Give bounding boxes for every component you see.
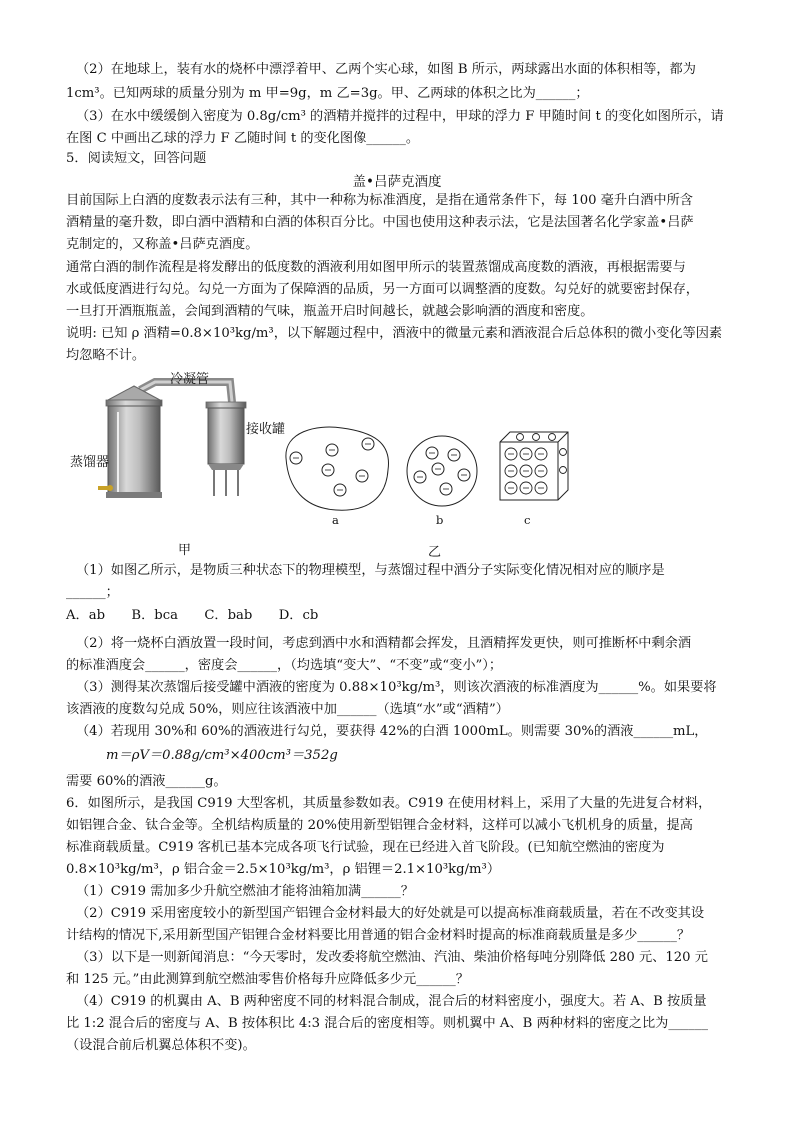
q5-3-line1: （3）测得某次蒸馏后接受罐中酒液的密度为 0.88×10³kg/m³，则该次酒液的标准酒度为______%。如果要将 bbox=[76, 680, 717, 695]
q6-line4: 0.8×10³kg/m³，ρ 铝合金＝2.5×10³kg/m³，ρ 铝锂＝2.1×10³kg/m³） bbox=[66, 862, 501, 877]
article-title: 盖•吕萨克酒度 bbox=[352, 174, 442, 190]
q5-1-line1: （1）如图乙所示，是物质三种状态下的物理模型，与蒸馏过程中酒分子实际变化情况相对应的顺序是 bbox=[76, 563, 665, 578]
article-p2-line1: 通常白酒的制作流程是将发酵出的低度数的酒液利用如图甲所示的装置蒸馏成高度数的酒液，再根据需要与 bbox=[66, 260, 686, 275]
q6-3-line2: 和 125 元。”由此测算到航空燃油零售价格每升应降低多少元______？ bbox=[66, 972, 469, 987]
q4-2-line2: 1cm³。已知两球的质量分别为 m 甲=9g，m 乙=3g。甲、乙两球的体积之比为______； bbox=[66, 86, 589, 101]
q6-line2: 如铝锂合金、钛合金等。全机结构质量的 20%使用新型铝锂合金材料，这样可以减小飞机机身的质量，提高 bbox=[66, 818, 693, 833]
q4-3-line1: （3）在水中缓缓倒入密度为 0.8g/cm³ 的酒精并搅拌的过程中，甲球的浮力 F 甲随时间 t 的变化如图所示，请 bbox=[76, 109, 724, 124]
article-p2-line3: 一旦打开酒瓶瓶盖，会闻到酒精的气味，瓶盖开启时间越长，就越会影响酒的酒度和密度。 bbox=[66, 304, 594, 319]
q6-line3: 标准商载质量。C919 客机已基本完成各项飞行试验，现在已经进入首飞阶段。(已知航空燃油的密度为 bbox=[66, 840, 665, 855]
article-p1-line1: 目前国际上白酒的度数表示法有三种，其中一种称为标准酒度，是指在通常条件下，每 100 毫升白酒中所含 bbox=[66, 193, 693, 208]
q5-heading: 5．阅读短文，回答问题 bbox=[66, 151, 207, 166]
q5-3-line2: 该酒液的度数勾兑成 50%，则应往该酒液中加______（选填“水”或“酒精”） bbox=[66, 702, 509, 717]
q6-line1: 6．如图所示，是我国 C919 大型客机，其质量参数如表。C919 在使用材料上，采用了大量的先进复合材料， bbox=[66, 796, 712, 811]
note-line1: 说明: 已知 ρ 酒精=0.8×10³kg/m³，以下解题过程中，酒液中的微量元素和酒液混合后总体积的微小变化等因素 bbox=[66, 326, 723, 341]
article-p2-line2: 水或低度酒进行勾兑。勾兑一方面为了保障酒的品质，另一方面可以调整酒的度数。勾兑好的就要密封保存， bbox=[66, 282, 699, 297]
q5-4-line3: 需要 60%的酒液______g。 bbox=[66, 774, 227, 789]
q5-2-line1: （2）将一烧杯白酒放置一段时间，考虑到酒中水和酒精都会挥发，且酒精挥发更快，则可推断杯中剩余酒 bbox=[76, 636, 692, 651]
q6-4-line1: （4）C919 的机翼由 A、B 两种密度不同的材料混合制成，混合后的材料密度小，强度大。若 A、B 按质量 bbox=[76, 994, 707, 1009]
q5-1-line2: ______； bbox=[66, 585, 119, 600]
q6-2-line2: 计结构的情况下,采用新型国产铝锂合金材料要比用普通的铝合金材料时提高的标准商载质量是多少______？ bbox=[66, 928, 691, 943]
figure-yi-caption: 乙 bbox=[428, 545, 442, 560]
q6-4-line3: （设混合前后机翼总体积不变)。 bbox=[66, 1038, 256, 1053]
receiver-tank bbox=[208, 408, 244, 464]
still-label: 蒸馏器 bbox=[70, 455, 110, 470]
q4-3-line2: 在图 C 中画出乙球的浮力 F 乙随时间 t 的变化图像______。 bbox=[66, 131, 420, 146]
molecule-model-c bbox=[496, 428, 572, 504]
model-a-label: a bbox=[332, 513, 339, 527]
article-p1-line3: 克制定的，又称盖•吕萨克酒度。 bbox=[66, 237, 259, 252]
q5-4-formula: m＝ρV＝0.88g/cm³×400cm³＝352g bbox=[106, 748, 338, 763]
q5-2-line2: 的标准酒度会______，密度会______，（均选填“变大”、“不变”或“变小”）； bbox=[66, 658, 503, 673]
molecule-model-b bbox=[402, 433, 482, 509]
receiver-label: 接收罐 bbox=[246, 422, 286, 437]
model-c-label: c bbox=[524, 513, 531, 527]
q6-4-line2: 比 1:2 混合后的密度与 A、B 按体积比 4:3 混合后的密度相等。则机翼中 A、B 两种材料的密度之比为______ bbox=[66, 1016, 708, 1031]
q4-2-line1: （2）在地球上，装有水的烧杯中漂浮着甲、乙两个实心球，如图 B 所示，两球露出水面的体积相等，都为 bbox=[76, 62, 696, 77]
q6-2-line1: （2）C919 采用密度较小的新型国产铝锂合金材料最大的好处就是可以提高标准商载质量，若在不改变其设 bbox=[76, 906, 705, 921]
figure-jia-caption: 甲 bbox=[178, 543, 192, 558]
q6-3-line1: （3）以下是一则新闻消息：“今天零时，发改委将航空燃油、汽油、柴油价格每吨分别降低 280 元、120 元 bbox=[76, 950, 708, 965]
q5-4-line1: （4）若现用 30%和 60%的酒液进行勾兑，要获得 42%的白酒 1000mL。则需要 30%的酒液______mL， bbox=[76, 724, 708, 739]
molecule-model-a bbox=[276, 418, 396, 518]
q6-1: （1）C919 需加多少升航空燃油才能将油箱加满______？ bbox=[76, 884, 414, 899]
note-line2: 均忽略不计。 bbox=[66, 348, 146, 363]
q5-1-options: A．ab B．bca C．bab D．cb bbox=[66, 608, 319, 623]
condenser-label: 冷凝管 bbox=[170, 372, 210, 387]
still-body bbox=[108, 406, 160, 496]
article-p1-line2: 酒精量的毫升数，即白酒中酒精和白酒的体积百分比。中国也使用这种表示法，它是法国著名化学家盖•吕萨 bbox=[66, 215, 694, 230]
model-b-label: b bbox=[436, 513, 444, 527]
